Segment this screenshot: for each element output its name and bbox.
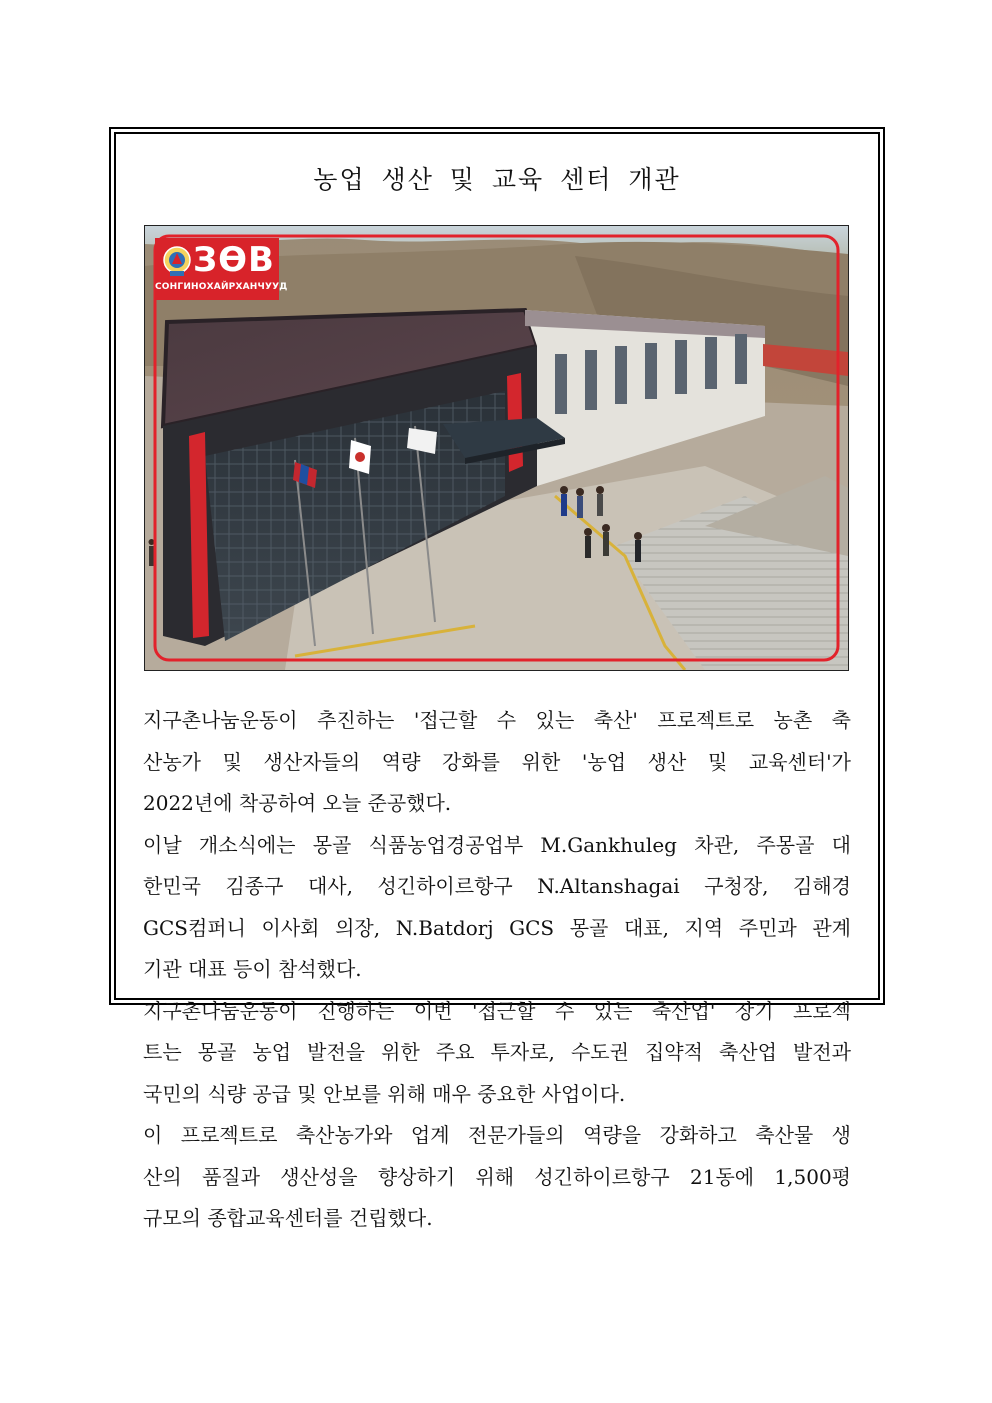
text-line: GCS컴퍼니 이사회 의장, N.Batdorj GCS 몽골 대표, 지역 주민과 관계 <box>143 915 851 940</box>
text-line: 한민국 김종구 대사, 성긴하이르항구 N.Altanshagai 구청장, 김해경 <box>143 874 851 898</box>
paragraph-4 <box>143 1115 851 1198</box>
text-line: 규모의 종합교육센터를 건립했다. <box>143 1206 433 1230</box>
text-line: 산의 품질과 생산성을 향상하기 위해 성긴하이르항구 21동에 1,500평 <box>143 1164 851 1189</box>
district-emblem-icon <box>162 244 192 278</box>
text-line: 이날 개소식에는 몽골 식품농업경공업부 M.Gankhuleg 차관, 주몽골 대 <box>143 832 851 857</box>
paragraph-2-end <box>143 949 851 991</box>
paragraph-3 <box>143 991 851 1074</box>
text-line: 기관 대표 등이 참석했다. <box>143 957 362 981</box>
article-body <box>143 700 851 1240</box>
text-line: 이 프로젝트로 축산농가와 업계 전문가들의 역량을 강화하고 축산물 생 <box>143 1123 851 1147</box>
article-photo <box>144 225 849 671</box>
paragraph-2 <box>143 825 851 950</box>
text-line: 트는 몽골 농업 발전을 위한 주요 투자로, 수도권 집약적 축산업 발전과 <box>143 1040 851 1064</box>
paragraph-4-end <box>143 1198 851 1240</box>
paragraph-1-end <box>143 783 851 825</box>
text-line: 지구촌나눔운동이 추진하는 '접근할 수 있는 축산' 프로젝트로 농촌 축 <box>143 708 851 732</box>
logo-subtitle: СОНГИНОХАЙРХАНЧУУД <box>155 282 288 292</box>
logo-title: ЗӨВ <box>193 240 275 280</box>
news-logo <box>155 238 288 300</box>
paragraph-3-end <box>143 1074 851 1116</box>
text-line: 산농가 및 생산자들의 역량 강화를 위한 '농업 생산 및 교육센터'가 <box>143 749 851 774</box>
paragraph-1 <box>143 700 851 783</box>
text-line: 2022년에 착공하여 오늘 준공했다. <box>143 791 452 815</box>
text-line: 국민의 식량 공급 및 안보를 위해 매우 중요한 사업이다. <box>143 1081 626 1106</box>
article-title: 농업 생산 및 교육 센터 개관 <box>313 165 681 194</box>
text-line: 지구촌나눔운동이 진행하는 이번 '접근할 수 있는 축산업' 장기 프로젝 <box>143 998 851 1023</box>
